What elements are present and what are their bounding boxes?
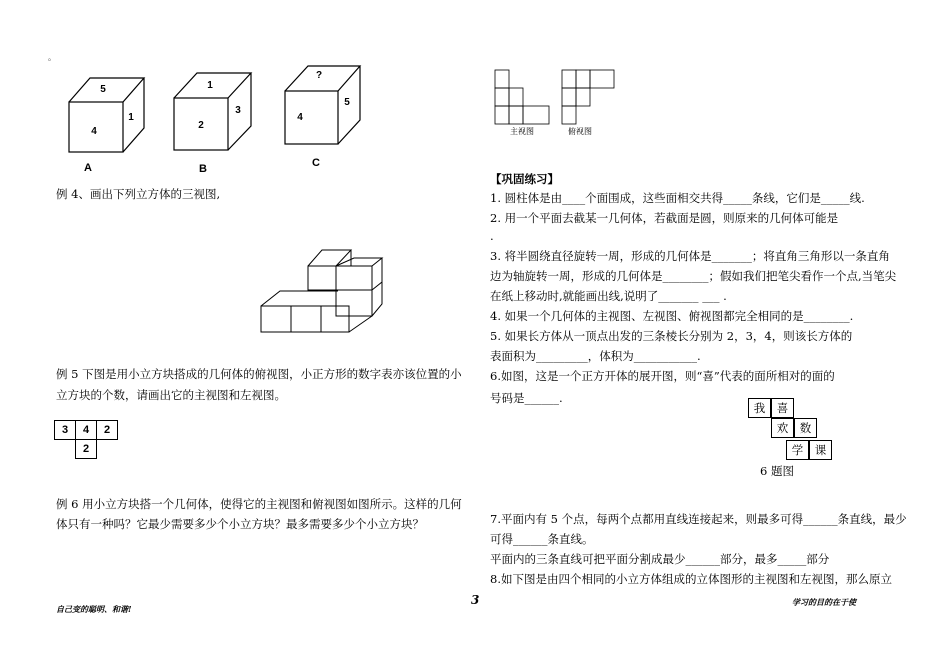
page-number: 3 bbox=[471, 593, 480, 607]
footer-right: 学习的目的在于使 bbox=[792, 597, 856, 607]
net-cell-3: 欢 bbox=[771, 418, 794, 438]
grid-cell-2: 4 bbox=[75, 420, 97, 440]
exercise-line-6: 在纸上移动时,就能画出线,说明了_______ ___ . bbox=[490, 289, 727, 303]
net-cell-4: 数 bbox=[794, 418, 817, 438]
net-cell-5: 学 bbox=[786, 440, 809, 460]
example-5-line-1: 例 5 下图是用小立方块搭成的几何体的俯视图，小正方形的数字表亦该位置的小 bbox=[56, 367, 462, 381]
grid-cell-1: 3 bbox=[54, 420, 76, 440]
cube-a-top: 5 bbox=[100, 84, 106, 95]
exercise-line-4: 3. 将半圆绕直径旋转一周，形成的几何体是_______；将直角三角形以一条直角 bbox=[490, 249, 890, 263]
section-heading: 【巩固练习】 bbox=[490, 172, 559, 186]
exercise-line-9: 表面积为_________，体积为___________. bbox=[490, 349, 701, 363]
footer-left: 自己变的聪明、和谐! bbox=[56, 604, 132, 614]
cube-c-label: C bbox=[312, 157, 320, 169]
stacked-cubes-figure bbox=[258, 238, 388, 338]
cube-c-side: 5 bbox=[344, 97, 350, 108]
cube-a-label: A bbox=[84, 162, 92, 174]
view-drawings bbox=[492, 68, 622, 128]
top-mark: 。 bbox=[48, 53, 56, 62]
exercise-line-10: 6.如图，这是一个正方开体的展开图，则“喜”代表的面所相对的面的 bbox=[490, 369, 835, 383]
example-4-text: 例 4、画出下列立方体的三视图, bbox=[56, 187, 221, 201]
exercise-7-line-2: 可得______条直线。 bbox=[490, 532, 594, 546]
cube-b-side: 3 bbox=[235, 105, 241, 116]
cube-b-top: 1 bbox=[207, 80, 213, 91]
grid-cell-3: 2 bbox=[96, 420, 118, 440]
cube-a-side: 1 bbox=[128, 112, 134, 123]
exercise-line-3: . bbox=[490, 229, 494, 243]
example-6-line-2: 体只有一种吗？它最少需要多少个小立方块？最多需要多少个小立方块？ bbox=[56, 517, 424, 531]
cube-b-label: B bbox=[199, 163, 207, 175]
exercise-line-1: 1. 圆柱体是由____个面围成，这些面相交共得_____条线，它们是_____线. bbox=[490, 191, 865, 205]
cube-b-front: 2 bbox=[198, 120, 204, 131]
net-caption: 6 题图 bbox=[760, 464, 794, 478]
cube-figures bbox=[60, 60, 380, 180]
grid-cell-4: 2 bbox=[75, 439, 97, 459]
main-view-caption: 主视图 bbox=[510, 127, 534, 136]
exercise-line-5: 边为轴旋转一周，形成的几何体是________；假如我们把笔尖看作一个点,当笔尖 bbox=[490, 269, 897, 283]
cube-c-top: ? bbox=[315, 70, 323, 81]
exercise-line-2: 2. 用一个平面去截某一几何体，若截面是圆，则原来的几何体可能是 bbox=[490, 211, 839, 225]
example-5-line-2: 立方块的个数，请画出它的主视图和左视图。 bbox=[56, 388, 286, 402]
cube-a-front: 4 bbox=[91, 126, 97, 137]
top-view-caption: 俯视图 bbox=[568, 127, 592, 136]
exercise-line-8: 5. 如果长方体从一顶点出发的三条棱长分别为 2，3，4，则该长方体的 bbox=[490, 329, 853, 343]
exercise-line-7: 4. 如果一个几何体的主视图、左视图、俯视图都完全相同的是________. bbox=[490, 309, 854, 323]
exercise-line-11: 号码是______. bbox=[490, 391, 563, 405]
net-cell-2: 喜 bbox=[771, 398, 794, 418]
net-cell-1: 我 bbox=[748, 398, 771, 418]
example-6-line-1: 例 6 用小立方块搭一个几何体，使得它的主视图和俯视图如图所示。这样的几何 bbox=[56, 497, 462, 511]
exercise-7-line-3: 平面内的三条直线可把平面分割成最少______部分，最多_____部分 bbox=[490, 552, 830, 566]
net-cell-6: 课 bbox=[809, 440, 832, 460]
exercise-7-line-1: 7.平面内有 5 个点，每两个点都用直线连接起来，则最多可得______条直线，最少 bbox=[490, 512, 907, 526]
cube-c-front: 4 bbox=[297, 112, 303, 123]
exercise-8-line-1: 8.如下图是由四个相同的小立方体组成的立体图形的主视图和左视图，那么原立 bbox=[490, 572, 892, 586]
